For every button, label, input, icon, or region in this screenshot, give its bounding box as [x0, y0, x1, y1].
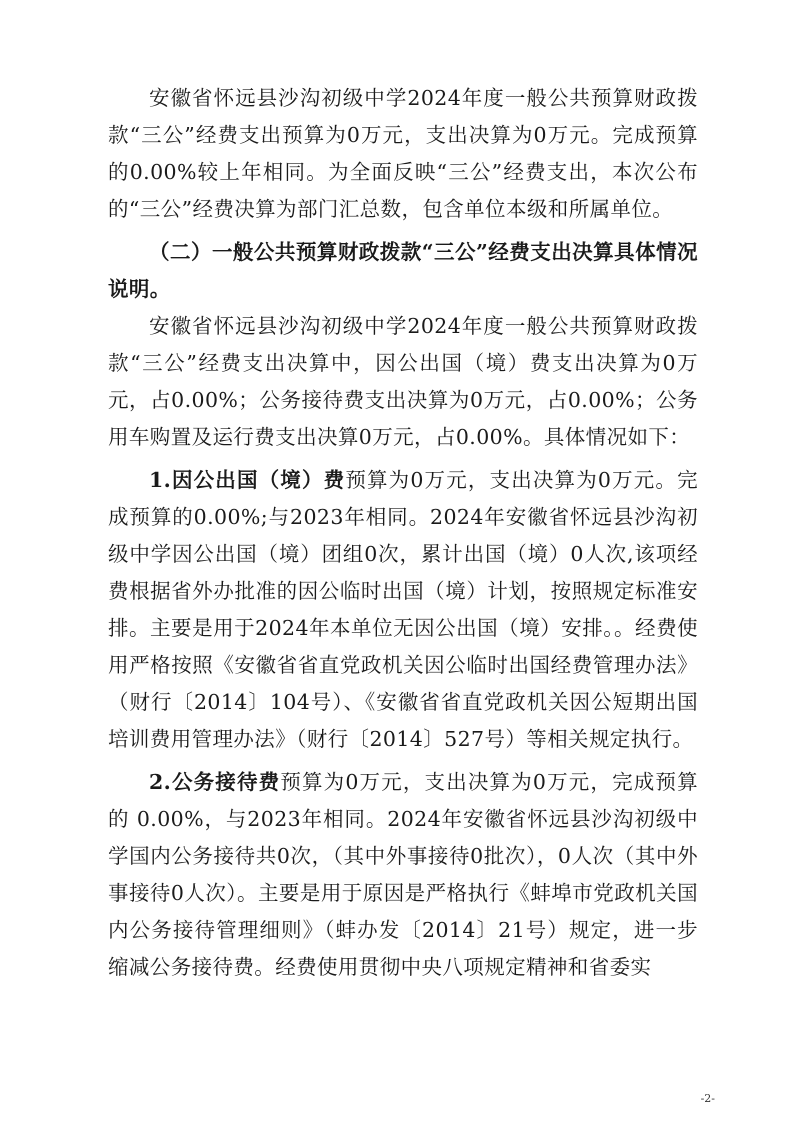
page-number: -2- [700, 1092, 715, 1105]
section-heading: （二）一般公共预算财政拨款“三公”经费支出决算具体情况说明。 [108, 240, 698, 301]
paragraph-summary: 安徽省怀远县沙沟初级中学2024年度一般公共预算财政拨款“三公”经费支出预算为0万元，支出决算为0万元。完成预算的0.00%较上年相同。为全面反映“三公”经费支出，本次公布的“三公”经费决算为部门汇总数，包含单位本级和所属单位。 [108, 86, 698, 221]
overseas-travel-body: 预算为0万元，支出决算为0万元。完成预算的0.00%;与2023年相同。2024年安徽省怀远县沙沟初级中学因公出国（境）团组0次，累计出国（境）0人次,该项经费根据省外办批准的因公临时出国（境）计划，按照规定标准安排。主要是用于2024年本单位无因公出国（境）安排。。经费使用严格按照《安徽省省直党政机关因公临时出国经费管理办法》（财行〔2014〕104号）、《安徽省省直党政机关因公短期出国培训费用管理办法》（财行〔2014〕527号）等相关规定执行。 [108, 468, 699, 751]
reception-title: 2.公务接待费 [149, 770, 281, 794]
overseas-travel-title: 1.因公出国（境）费 [149, 468, 346, 492]
paragraph-reception [108, 764, 698, 986]
paragraph-breakdown: 安徽省怀远县沙沟初级中学2024年度一般公共预算财政拨款“三公”经费支出决算中，因公出国（境）费支出决算为0万元，占0.00%；公务接待费支出决算为0万元，占0.00%；公务用车购置及运行费支出决算0万元，占0.00%。具体情况如下： [108, 314, 698, 449]
reception-body: 预算为0万元，支出决算为0万元，完成预算的 0.00%，与2023年相同。2024年安徽省怀远县沙沟初级中学国内公务接待共0次，（其中外事接待0批次），0人次（其中外事接待0人次）。主要是用于原因是严格执行《蚌埠市党政机关国内公务接待管理细则》（蚌办发〔2014〕21号）规定，进一步缩减公务接待费。经费使用贯彻中央八项规定精神和省委实 [108, 770, 698, 979]
document-page [108, 80, 698, 986]
paragraph-overseas-travel [108, 462, 698, 758]
